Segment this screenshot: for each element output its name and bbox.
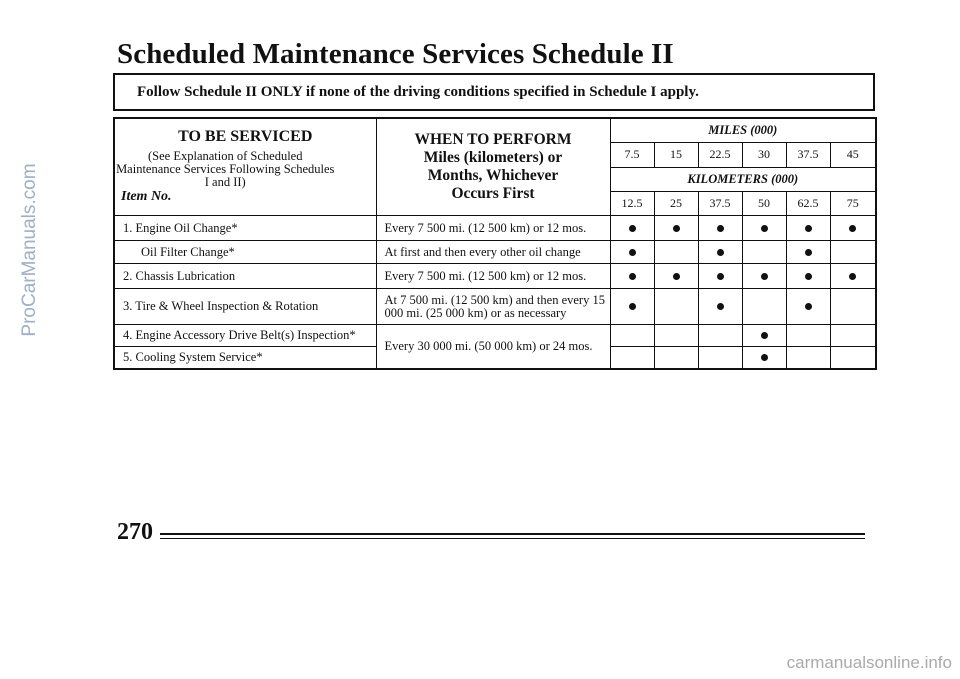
km-value: 75 <box>830 191 876 215</box>
table-row <box>114 289 876 325</box>
service-interval: Every 30 000 mi. (50 000 km) or 24 mos. <box>376 325 610 369</box>
miles-value: 45 <box>830 143 876 167</box>
service-due-dot <box>761 354 768 361</box>
service-due-dot <box>717 225 724 232</box>
miles-value: 22.5 <box>698 143 742 167</box>
page-title: Scheduled Maintenance Services Schedule II <box>117 38 674 70</box>
service-due-dot <box>805 303 812 310</box>
service-interval: Every 7 500 mi. (12 500 km) or 12 mos. <box>376 264 610 289</box>
miles-value: 37.5 <box>786 143 830 167</box>
service-due-dot <box>761 273 768 280</box>
service-interval: At 7 500 mi. (12 500 km) and then every 15 000 mi. (25 000 km) or as necessary <box>376 289 610 325</box>
page-number: 270 <box>117 519 153 545</box>
service-item: Oil Filter Change* <box>114 241 376 264</box>
notice-text: Follow Schedule II ONLY if none of the driving conditions specified in Schedule I apply. <box>137 83 699 100</box>
miles-value: 15 <box>654 143 698 167</box>
service-item: 2. Chassis Lubrication <box>114 264 376 289</box>
km-value: 50 <box>742 191 786 215</box>
table-row <box>114 241 876 264</box>
miles-value: 7.5 <box>610 143 654 167</box>
service-due-dot <box>629 225 636 232</box>
service-due-dot <box>673 273 680 280</box>
km-value: 37.5 <box>698 191 742 215</box>
service-due-dot <box>805 273 812 280</box>
table-row <box>114 325 876 347</box>
when-to-perform-line3: Months, Whichever <box>427 167 559 184</box>
service-due-dot <box>717 303 724 310</box>
service-due-dot <box>629 273 636 280</box>
service-item: 1. Engine Oil Change* <box>114 216 376 241</box>
when-to-perform-header <box>376 118 610 216</box>
bottom-watermark: carmanualsonline.info <box>786 653 952 672</box>
to-be-serviced-title: TO BE SERVICED <box>178 128 313 145</box>
km-value: 25 <box>654 191 698 215</box>
schedule-notice <box>113 73 875 111</box>
explanation-note: (See Explanation of Scheduled Maintenance Services Following Schedules I and II) <box>116 149 335 189</box>
miles-value: 30 <box>742 143 786 167</box>
service-due-dot <box>629 249 636 256</box>
footer-divider <box>160 533 865 539</box>
maintenance-schedule-table <box>113 117 877 370</box>
when-to-perform-title: WHEN TO PERFORM <box>414 131 572 148</box>
service-due-dot <box>761 225 768 232</box>
service-due-dot <box>673 225 680 232</box>
service-item: 5. Cooling System Service* <box>114 347 376 369</box>
side-watermark: ProCarManuals.com <box>19 163 40 337</box>
service-due-dot <box>849 273 856 280</box>
miles-header: MILES (000) <box>610 118 876 143</box>
service-due-dot <box>805 225 812 232</box>
table-row <box>114 216 876 241</box>
service-interval: At first and then every other oil change <box>376 241 610 264</box>
service-item: 3. Tire & Wheel Inspection & Rotation <box>114 289 376 325</box>
km-value: 12.5 <box>610 191 654 215</box>
when-to-perform-line4: Occurs First <box>451 185 535 202</box>
service-interval: Every 7 500 mi. (12 500 km) or 12 mos. <box>376 216 610 241</box>
service-due-dot <box>761 332 768 339</box>
service-due-dot <box>717 273 724 280</box>
service-due-dot <box>849 225 856 232</box>
service-due-dot <box>717 249 724 256</box>
item-no-label: Item No. <box>121 189 172 204</box>
service-due-dot <box>805 249 812 256</box>
table-row <box>114 264 876 289</box>
service-item: 4. Engine Accessory Drive Belt(s) Inspection* <box>114 325 376 347</box>
kilometers-header: KILOMETERS (000) <box>610 167 876 191</box>
when-to-perform-line2: Miles (kilometers) or <box>423 149 563 166</box>
service-due-dot <box>629 303 636 310</box>
km-value: 62.5 <box>786 191 830 215</box>
to-be-serviced-header <box>114 118 376 216</box>
